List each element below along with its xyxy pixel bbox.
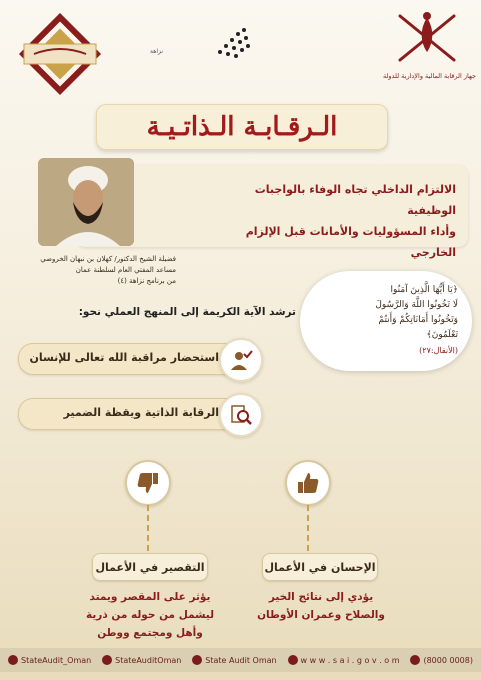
decorative-diamond-logo: [14, 8, 106, 100]
quran-verse-line-2: لَا تَخُونُوا اللَّهَ وَالرَّسُولَ: [375, 300, 458, 310]
footer-social-3[interactable]: [192, 655, 276, 665]
good-outcome-line-1: يؤدي إلى نتائج الخير: [268, 591, 374, 603]
thumbs-down-icon: [125, 460, 171, 506]
footer-social-2[interactable]: [102, 655, 181, 665]
speaker-photo: [38, 158, 134, 246]
intro-line-2: وأداء المسؤوليات والأمانات قبل الإلزام الخارجي: [245, 225, 456, 259]
person-check-icon: [219, 338, 263, 382]
globe-icon: [288, 655, 298, 665]
connector-line: [147, 505, 149, 551]
good-outcome-text: [241, 588, 401, 624]
connector-line: [307, 505, 309, 551]
quran-verse-line-1: ﴿يَا أَيُّهَا الَّذِينَ آمَنُوا: [390, 285, 458, 295]
footer-social-1[interactable]: [8, 655, 91, 665]
center-logo-text: نزاهة: [150, 48, 164, 55]
guidance-item: [18, 398, 258, 430]
footer-phone-text: (8000 0008): [423, 655, 473, 665]
social-icons: [8, 655, 18, 665]
intro-card: [76, 165, 468, 259]
footer-website-text: w w w . s a i . g o v . o m: [300, 655, 400, 665]
good-outcome-title: الإحسان في الأعمال: [262, 553, 378, 581]
bad-outcome-title: التقصير في الأعمال: [92, 553, 208, 581]
footer-social-3-text: State Audit Oman: [205, 655, 277, 665]
quran-verse: [308, 283, 458, 358]
integrity-logo-icon: [210, 22, 256, 62]
speaker-portrait: [38, 158, 134, 246]
footer-bar: [0, 648, 481, 672]
magnifier-person-icon: [219, 393, 263, 437]
footer-social-2-text: StateAuditOman: [115, 655, 182, 665]
bad-outcome-text: [70, 588, 230, 642]
quran-verse-line-3: وَتَخُونُوا أَمَانَاتِكُمْ وَأَنتُمْ: [378, 315, 458, 325]
bad-outcome-line-1: يؤثر على المقصر ويمتد: [89, 591, 211, 603]
quran-reference: (الأنفال:٢٧): [419, 346, 458, 355]
emblem-caption: جهاز الرقابة المالية والإدارية للدولة: [382, 72, 476, 80]
quran-verse-line-4: تَعْلَمُونَ﴾: [426, 330, 458, 340]
speaker-program: من برنامج نزاهة (٤): [117, 277, 176, 285]
guidance-item: [18, 343, 258, 375]
intro-line-1: الالتزام الداخلي تجاه الوفاء بالواجبات الوظيفية: [254, 183, 456, 217]
speaker-name: فضيلة الشيخ الدكتور/ كهلان بن نبهان الخروصي: [40, 255, 176, 263]
speaker-role: مساعد المفتي العام لسلطنة عمان: [75, 266, 176, 274]
youtube-icon: [192, 655, 202, 665]
footer-social-1-text: StateAudit_Oman: [21, 655, 92, 665]
thumbs-up-icon: [285, 460, 331, 506]
bad-outcome-line-2: ليشمل من حوله من ذرية: [85, 609, 215, 621]
bad-outcome-line-3: وأهل ومجتمع ووطن: [97, 627, 203, 639]
guidance-item-label: استحضار مراقبة الله تعالى للإنسان: [29, 351, 219, 364]
footer-phone[interactable]: [410, 655, 473, 665]
national-emblem-icon: [392, 8, 462, 68]
phone-icon: [410, 655, 420, 665]
guidance-item-label: الرقابة الذاتية ويقظة الضمير: [63, 406, 219, 419]
good-outcome-line-2: والصلاح وعمران الأوطان: [257, 609, 385, 621]
quran-verse-box: [300, 271, 472, 371]
speaker-caption: [6, 254, 176, 287]
page-title: الـرقـابـة الـذاتـيـة: [146, 112, 338, 142]
title-banner: [96, 104, 388, 150]
guidance-lead: ترشد الآية الكريمة إلى المنهج العملي نحو:: [78, 306, 296, 318]
intro-text: [216, 179, 456, 263]
footer-website[interactable]: [288, 655, 400, 665]
instagram-icon: [102, 655, 112, 665]
